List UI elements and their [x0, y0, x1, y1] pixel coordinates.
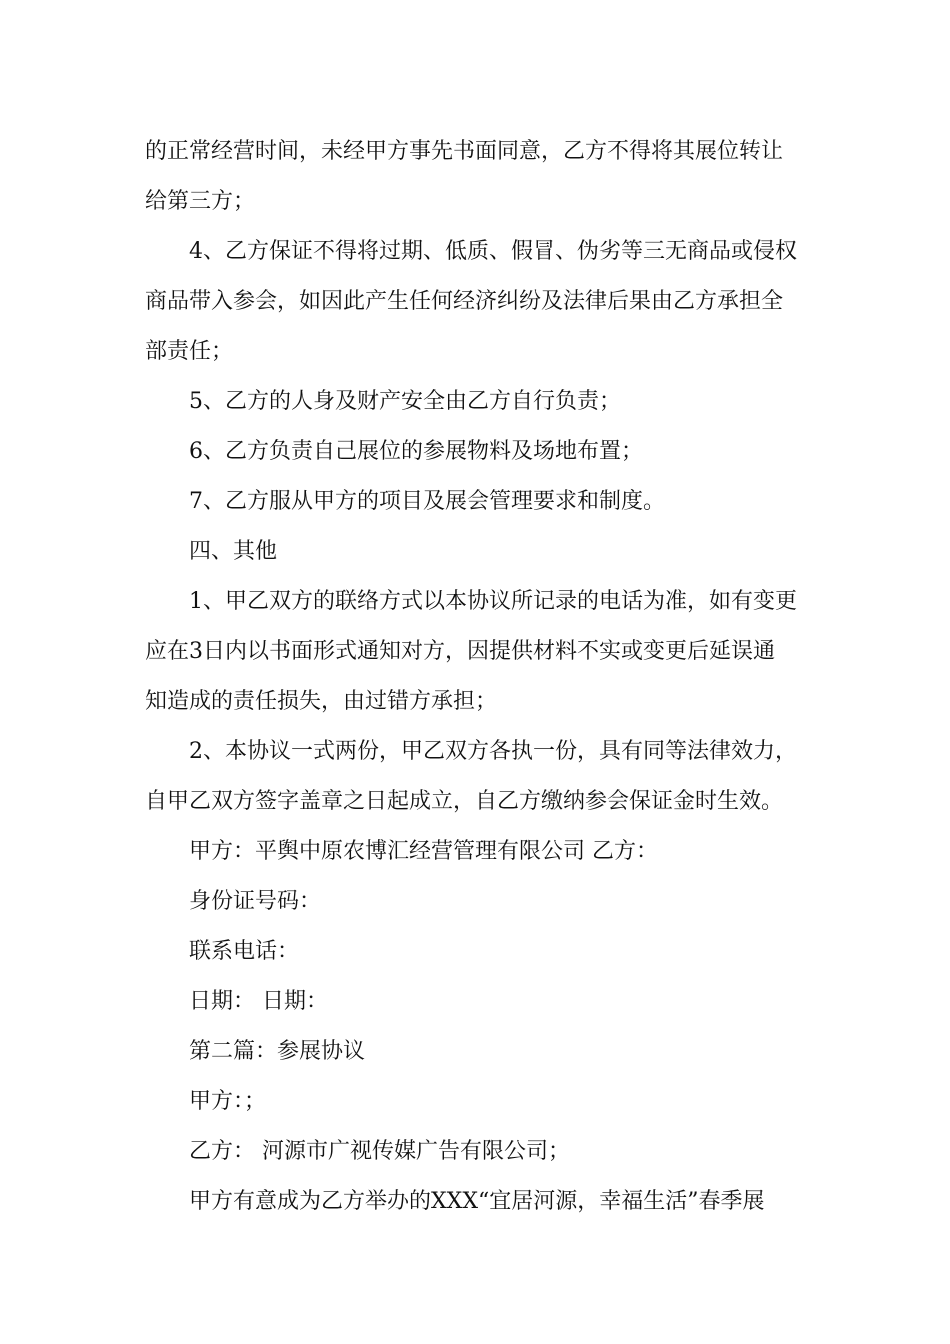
- clause-7-line: 7、乙方服从甲方的项目及展会管理要求和制度。: [189, 489, 665, 514]
- phone-line: 联系电话：: [189, 939, 300, 964]
- paragraph-line: 给第三方；: [145, 189, 256, 214]
- paragraph-line: 商品带入参会，如因此产生任何经济纠纷及法律后果由乙方承担全: [145, 289, 784, 314]
- party-b-line: 乙方： 河源市广视传媒广告有限公司；: [189, 1139, 570, 1164]
- paragraph-line: 甲方有意成为乙方举办的XXX“宜居河源，幸福生活”春季展: [189, 1189, 765, 1214]
- paragraph-line: 应在3日内以书面形式通知对方，因提供材料不实或变更后延误通: [145, 639, 775, 664]
- paragraph-line: 自甲乙双方签字盖章之日起成立，自乙方缴纳参会保证金时生效。: [145, 789, 784, 814]
- other-clause-1-line: 1、甲乙双方的联络方式以本协议所记录的电话为准，如有变更: [189, 589, 797, 614]
- id-number-line: 身份证号码：: [189, 889, 322, 914]
- date-line: 日期： 日期：: [189, 989, 328, 1014]
- section-heading-other: 四、其他: [189, 539, 278, 564]
- clause-6-line: 6、乙方负责自己展位的参展物料及场地布置；: [189, 439, 643, 464]
- chapter-title: 第二篇：参展协议: [189, 1039, 366, 1064]
- party-signature-line: 甲方：平舆中原农博汇经营管理有限公司 乙方：: [189, 839, 658, 864]
- paragraph-line: 部责任；: [145, 339, 234, 364]
- clause-4-line: 4、乙方保证不得将过期、低质、假冒、伪劣等三无商品或侵权: [189, 239, 797, 264]
- party-a-line: 甲方：；: [189, 1089, 267, 1114]
- document-body: [145, 127, 815, 1227]
- paragraph-line: 的正常经营时间，未经甲方事先书面同意，乙方不得将其展位转让: [145, 139, 784, 164]
- other-clause-2-line: 2、本协议一式两份，甲乙双方各执一份，具有同等法律效力，: [189, 739, 797, 764]
- clause-5-line: 5、乙方的人身及财产安全由乙方自行负责；: [189, 389, 621, 414]
- paragraph-line: 知造成的责任损失，由过错方承担；: [145, 689, 498, 714]
